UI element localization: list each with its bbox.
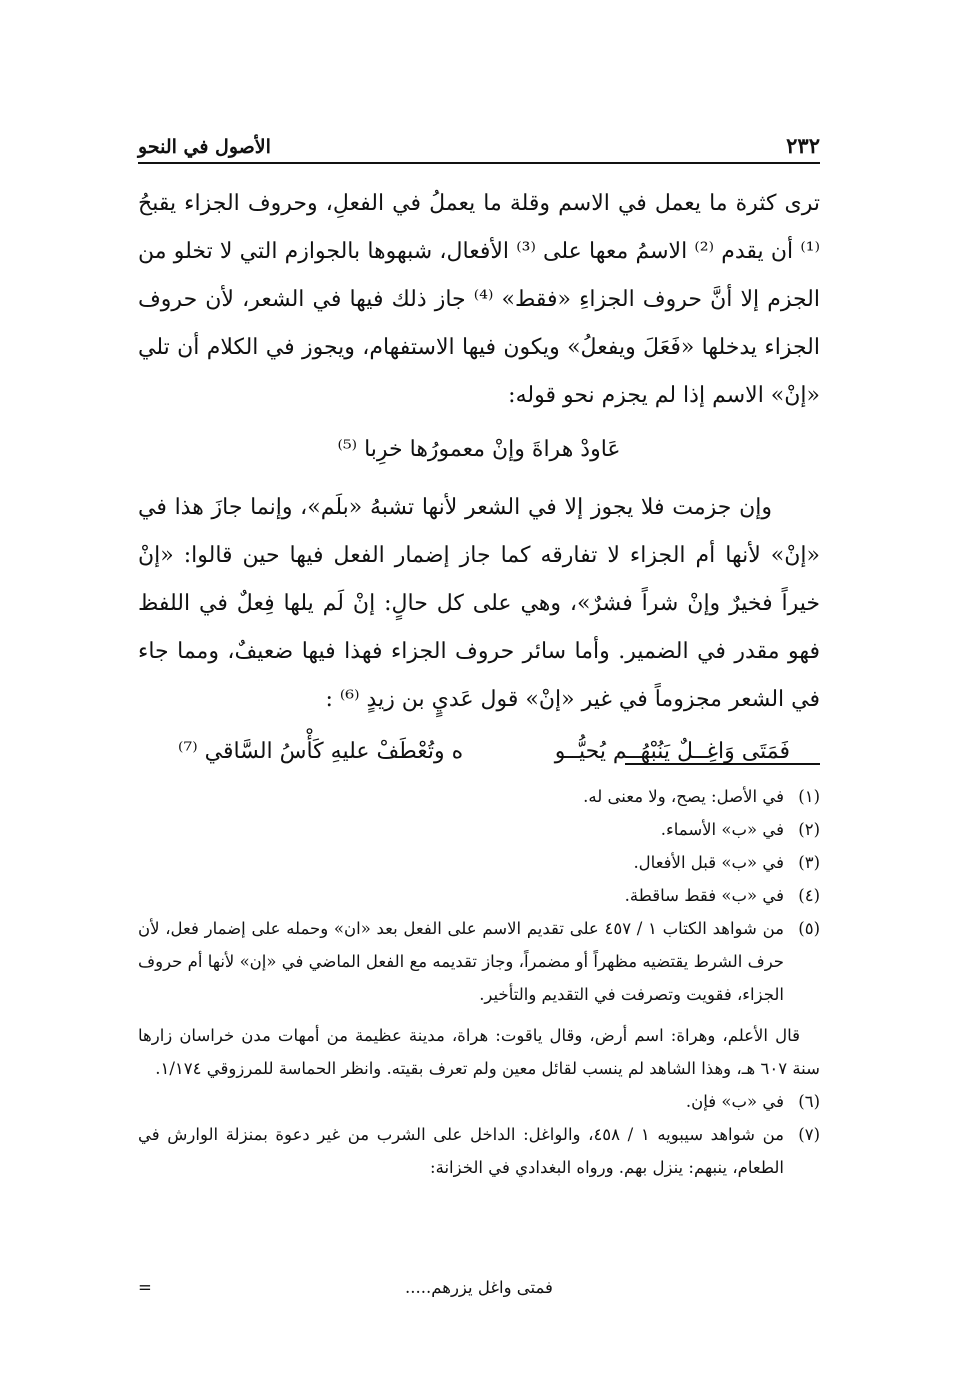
footnote-text: في «ب» الأسماء. (660, 820, 784, 839)
footnote-text: في «ب» فإن. (685, 1092, 784, 1111)
page-bottom (138, 1278, 820, 1308)
footnote-number: (٧) (798, 1125, 820, 1144)
footnote-text: من شواهد سيبويه ١ / ٤٥٨، والواغل: الداخل على الشرب من غير دعوة بمنزلة الوارش في الطعام، ينبهم: ينزل بهم. ورواه البغدادي في الخزانة: (138, 1125, 784, 1177)
footnote (138, 1085, 820, 1118)
footnote-text: من شواهد الكتاب ١ / ٤٥٧ على تقديم الاسم على الفعل بعد «ان» وحمله على إضمار فعل، لأن حرف الشرط يقتضيه مظهراً أو مضمراً، وجاز تقديمه مع الفعل الماضي في «إن» لأنها أم حروف الجزاء، فقويت وتصرفت في التقديم والتأخير. (138, 919, 784, 1004)
verse (138, 728, 820, 776)
footnote (138, 879, 820, 912)
footnote-number: (٢) (798, 820, 820, 839)
footnote-number: (٦) (798, 1092, 820, 1111)
footnote-number: (٣) (798, 853, 820, 872)
footnote-number: (١) (798, 787, 820, 806)
verse-second-hemistich: ه وتُعْطَفْ عليهِ كَأْسُ السَّاقي ⁽⁷⁾ (178, 739, 464, 764)
verse-first-hemistich: فَمَتَى وَاغِــلٌ يَنُبْهُــم يُحيُّــو (554, 739, 790, 764)
paragraph: ترى كثرة ما يعمل في الاسم وقلة ما يعملُ في الفعلِ، وحروف الجزاء يقبحُ ⁽¹⁾ أن يقدم ⁽²⁾ الاسمُ معها على ⁽³⁾ الأفعال، شبهوها بالجوازم التي لا تخلو من الجزم إلا أنَّ حروف الجزاءِ «فقط» ⁽⁴⁾ جاز ذلك فيها في الشعر، لأن حروف الجزاء يدخلها «فَعَلَ ويفعلُ» ويكون فيها الاستفهام، ويجوز في الكلام أن تلي «إنْ» الاسم إذا لم يجزم نحو قوله: (138, 191, 821, 408)
footnote-text: في «ب» قبل الأفعال. (633, 853, 784, 872)
footnote (138, 912, 820, 1011)
footnote-continuation: قال الأعلم، وهراة: اسم أرض، وقال ياقوت: هراة، مدينة عظيمة من أمهات مدن خراسان زارها سنة ٦٠٧ هـ، وهذا الشاهد لم ينسب لقائل معين ولم تعرف بقيته. وانظر الحماسة للمرزوقي ١/١٧٤. (138, 1026, 820, 1078)
verse: عَاودْ هراةَ وإنْ معمورُها خرِبا ⁽⁵⁾ (337, 437, 621, 462)
footnote (138, 813, 820, 846)
page-header (138, 128, 820, 164)
footnote (138, 846, 820, 879)
footnote-number: (٥) (798, 919, 820, 938)
footnotes (138, 780, 820, 1184)
main-text (138, 180, 820, 776)
paragraph: وإن جزمت فلا يجوز إلا في الشعر لأنها تشبهُ «بلَم»، وإنما جازَ هذا في «إنْ» لأنها أم الجزاء لا تفارقه كما جاز إضمار الفعل فيها حين قالوا: «إنْ خيراً فخيرٌ وإنْ شراً فشرٌ»، وهي على كل حالٍ: إنْ لَم يلها فِعلٌ في اللفظ فهو مقدر في الضمير. وأما سائر حروف الجزاء فهذا فيها ضعيفٌ، ومما جاء في الشعر مجزوماً في غير «إنْ» قول عَديٍ بن زيدٍ ⁽⁶⁾ : (138, 495, 820, 712)
continuation-mark: = (138, 1278, 152, 1297)
running-title: الأصول في النحو (138, 136, 271, 158)
page-number: ٢٣٢ (786, 133, 820, 158)
footnote (138, 780, 820, 813)
footnote-text: في الأصل: يصح، ولا معنى له. (583, 787, 784, 806)
footnote-verse-continuation: فمتى واغل يزرهم..... (405, 1278, 553, 1297)
footnote-number: (٤) (798, 886, 820, 905)
footnote-text: في «ب» فقط ساقطة. (624, 886, 784, 905)
footnote (138, 1118, 820, 1184)
footnote-separator (625, 763, 820, 765)
